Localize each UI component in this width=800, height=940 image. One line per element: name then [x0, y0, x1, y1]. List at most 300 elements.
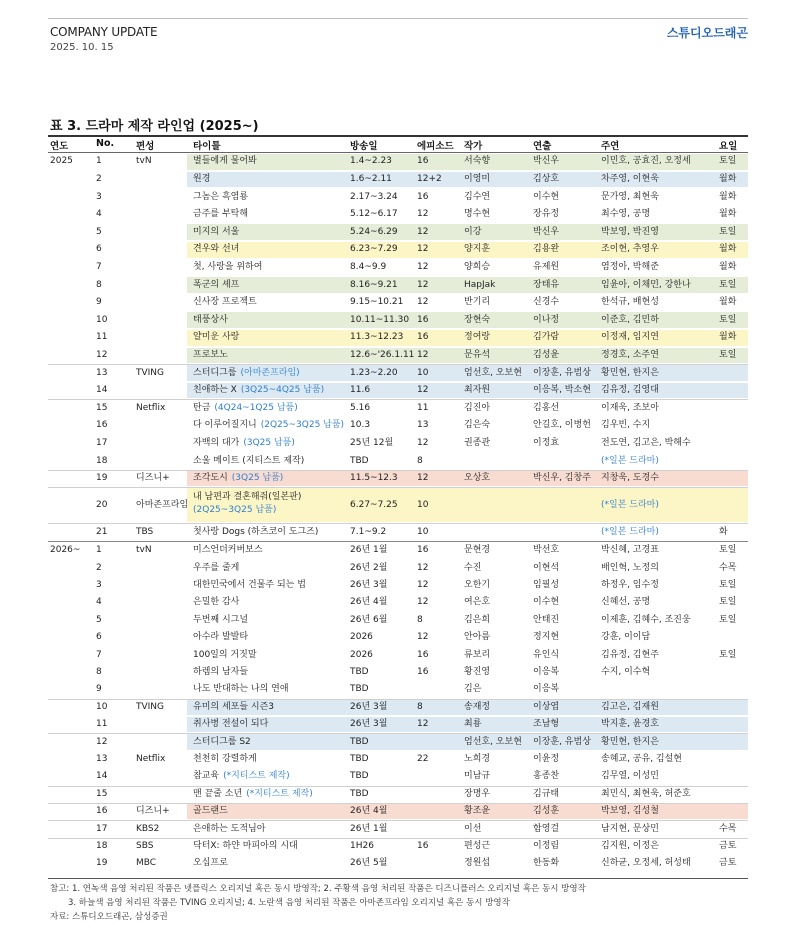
episodes-cell: 8 [417, 455, 423, 466]
no-cell: 13 [96, 754, 108, 764]
channel-cell: 아마존프라임 [136, 499, 189, 510]
no-cell: 11 [96, 719, 108, 730]
title-cell [193, 682, 289, 697]
title-text: 친애하는 X [193, 385, 237, 396]
episodes-cell: 12 [417, 226, 429, 237]
episodes-cell: 8 [417, 701, 423, 712]
title-cell [193, 769, 290, 784]
channel-cell: MBC [136, 858, 157, 869]
episodes-cell: 12 [417, 719, 429, 730]
writer-cell: 오상호 [464, 473, 491, 484]
writer-cell: 권종관 [464, 437, 491, 448]
cast-cell: 차주영, 이현욱 [601, 173, 659, 184]
no-cell: 18 [96, 455, 108, 466]
title-text: 내 남편과 결혼해줘(일본판) [193, 492, 302, 503]
title-cell [193, 578, 306, 593]
no-cell: 7 [96, 261, 102, 272]
writer-cell: 안아름 [464, 632, 491, 643]
day-cell: 월화 [719, 173, 737, 184]
date-cell: 26년 4월 [350, 806, 388, 817]
no-cell: 3 [96, 580, 102, 590]
title-cell [193, 822, 265, 837]
note-line-1: 참고: 1. 연녹색 음영 처리된 작품은 넷플릭스 오리지널 혹은 동시 방영작; 2. 주황색 음영 처리된 작품은 디즈니플러스 오리지널 혹은 동시 방영작 [50, 884, 586, 894]
writer-cell: 엄선호, 오보현 [464, 367, 522, 378]
writer-cell: 문현경 [464, 545, 491, 556]
cast-cell: 이제훈, 김혜수, 조진웅 [601, 614, 691, 625]
day-cell: 월화 [719, 191, 737, 202]
japan-drama-note: (*일본 드라마) [601, 499, 659, 510]
day-cell: 금토 [719, 841, 737, 851]
title-cell [193, 278, 239, 293]
director-cell: 유제원 [533, 261, 560, 272]
writer-cell: 이선 [464, 823, 482, 834]
year-separator [48, 541, 748, 542]
title-text: 프로보노 [193, 349, 228, 360]
title-cell [193, 418, 344, 433]
cast-cell: 신혜선, 공명 [601, 597, 651, 608]
writer-cell: 엄선호, 오보현 [464, 736, 522, 747]
channel-cell: Netflix [136, 754, 166, 764]
writer-cell: 정여랑 [464, 332, 491, 343]
cast-cell: 김우빈, 수지 [601, 420, 651, 431]
title-text: 참교육 [193, 771, 220, 782]
episodes-cell: 10 [417, 499, 429, 510]
title-text: 금주를 부탁해 [193, 209, 249, 220]
director-cell: 조남형 [533, 719, 560, 730]
episodes-cell: 10 [417, 367, 429, 378]
day-cell: 화 [719, 526, 728, 537]
director-cell: 이응복 [533, 684, 560, 695]
cast-cell: 문가영, 최현욱 [601, 191, 659, 202]
episodes-cell: 12 [417, 385, 429, 396]
episodes-cell: 22 [417, 754, 429, 764]
title-cell [193, 401, 298, 416]
no-cell: 5 [96, 614, 102, 625]
date-cell: 2026 [350, 632, 373, 643]
writer-cell: 문유석 [464, 349, 491, 360]
date-cell: 25년 12월 [350, 437, 394, 448]
title-cell [193, 330, 239, 345]
episodes-cell: 12 [417, 632, 429, 643]
episodes-cell: 12 [417, 279, 429, 290]
title-text: 100일의 거짓말 [193, 649, 257, 660]
date-cell: 26년 1월 [350, 545, 388, 556]
title-text: 두번째 시그널 [193, 614, 249, 625]
episodes-cell: 12 [417, 437, 429, 448]
writer-cell: 정원섭 [464, 858, 491, 869]
cast-cell: 박지훈, 윤경호 [601, 719, 659, 730]
title-cell [193, 839, 298, 854]
title-text: 첫, 사랑을 위하여 [193, 261, 263, 272]
title-cell [193, 172, 210, 187]
writer-cell: 송재정 [464, 701, 491, 712]
title-cell [193, 752, 257, 767]
group-divider [48, 487, 748, 488]
delivery-note: (3Q25 납품) [231, 473, 284, 484]
cast-cell: 남지현, 문상민 [601, 823, 659, 834]
title-text: 천천히 강렬하게 [193, 754, 257, 764]
no-cell: 19 [96, 858, 108, 869]
date-cell: 6.23~7.29 [350, 244, 398, 255]
title-cell [193, 613, 248, 628]
title-text: 원경 [193, 173, 211, 184]
episodes-cell: 12 [417, 209, 429, 220]
cast-cell: 강훈, 이이담 [601, 632, 651, 643]
cast-cell: 이민호, 공효진, 오정세 [601, 156, 691, 167]
day-cell: 월화 [719, 332, 737, 343]
date-cell: 1.4~2.23 [350, 156, 392, 167]
title-cell [193, 225, 239, 240]
director-cell: 박신우, 김창주 [533, 473, 591, 484]
no-cell: 3 [96, 191, 102, 202]
writer-cell: 수진 [464, 562, 482, 573]
date-cell: 1H26 [350, 841, 374, 851]
col-header-episodes: 에피소드 [417, 141, 454, 152]
day-cell: 월화 [719, 261, 737, 272]
director-cell: 한동화 [533, 858, 560, 869]
date-cell: 26년 3월 [350, 701, 388, 712]
note-line-2: 3. 하늘색 음영 처리된 작품은 TVING 오리지널; 4. 노란색 음영 처리된 작품은 아마존프라임 오리지널 혹은 동시 방영작 [68, 898, 510, 908]
episodes-cell: 12 [417, 597, 429, 608]
episodes-cell: 16 [417, 314, 429, 325]
date-cell: 7.1~9.2 [350, 526, 387, 537]
table-header-rule [48, 152, 748, 153]
title-text: 대한민국에서 건물주 되는 법 [193, 580, 306, 590]
title-cell [193, 295, 257, 310]
date-cell: 9.15~10.21 [350, 297, 404, 308]
cast-cell: 수지, 이수혁 [601, 667, 651, 677]
channel-cell: KBS2 [136, 823, 160, 834]
cast-cell: 하정우, 임수정 [601, 580, 659, 590]
cast-cell: 이정재, 임지연 [601, 332, 659, 343]
episodes-cell: 12 [417, 580, 429, 590]
cast-cell: 최수영, 공명 [601, 209, 651, 220]
director-cell: 김상호 [533, 173, 560, 184]
title-text: 취사병 전설이 되다 [193, 719, 269, 730]
writer-cell: 오한기 [464, 580, 491, 590]
channel-cell: 디즈니+ [136, 806, 170, 817]
director-cell: 이수현 [533, 597, 560, 608]
channel-cell: tvN [136, 545, 152, 556]
date-cell: 6.27~7.25 [350, 499, 398, 510]
director-cell: 박선호 [533, 545, 560, 556]
no-cell: 18 [96, 841, 108, 851]
episodes-cell: 13 [417, 420, 429, 431]
writer-cell: 황진영 [464, 667, 491, 677]
title-text: 자백의 대가 [193, 437, 240, 448]
director-cell: 김홍선 [533, 402, 560, 413]
company-update-label: COMPANY UPDATE [50, 25, 158, 39]
cast-cell: 최민식, 최현욱, 허준호 [601, 788, 691, 799]
director-cell: 이장훈, 유범상 [533, 367, 591, 378]
year-cell: 2025 [50, 156, 73, 167]
no-cell: 8 [96, 667, 102, 677]
title-cell [193, 543, 263, 558]
date-cell: 26년 2월 [350, 562, 388, 573]
title-text: 첫사랑 Dogs (하츠코이 도그즈) [193, 526, 319, 537]
title-cell [193, 383, 324, 398]
date-cell: 26년 6월 [350, 614, 388, 625]
cast-cell: 송혜교, 공유, 김설현 [601, 754, 682, 764]
director-cell: 신경수 [533, 297, 560, 308]
writer-cell: 김은 [464, 684, 482, 695]
title-cell [193, 313, 228, 328]
title-cell [193, 648, 257, 663]
delivery-note: (4Q24~1Q25 납품) [214, 402, 298, 413]
day-cell: 월화 [719, 209, 737, 220]
director-cell: 이나정 [533, 314, 560, 325]
col-header-year: 연도 [50, 141, 69, 152]
director-cell: 유인식 [533, 649, 560, 660]
no-cell: 17 [96, 437, 108, 448]
episodes-cell: 12 [417, 244, 429, 255]
no-cell: 13 [96, 367, 108, 378]
delivery-note: (*지티스트 제작) [223, 771, 290, 782]
cast-cell: 황민현, 한지은 [601, 736, 659, 747]
day-cell: 토일 [719, 580, 737, 590]
cast-cell: 박신혜, 고경표 [601, 545, 659, 556]
director-cell: 김성훈 [533, 806, 560, 817]
title-cell [193, 665, 248, 680]
director-cell: 이정림 [533, 841, 560, 851]
channel-cell: SBS [136, 841, 154, 851]
cast-cell: 임윤아, 이채민, 강한나 [601, 279, 691, 290]
director-cell: 이응복, 박소현 [533, 385, 591, 396]
date-cell: 5.12~6.17 [350, 209, 398, 220]
title-cell [193, 190, 248, 205]
title-text: 스터디그룹 S2 [193, 736, 251, 747]
no-cell: 4 [96, 209, 102, 220]
episodes-cell: 16 [417, 191, 429, 202]
director-cell: 장태유 [533, 279, 560, 290]
date-cell: 2026 [350, 649, 373, 660]
episodes-cell: 12 [417, 261, 429, 272]
title-cell [193, 454, 304, 469]
date-cell: 26년 1월 [350, 823, 388, 834]
delivery-note: (2Q25~3Q25 납품) [193, 505, 277, 516]
date-cell: 26년 4월 [350, 597, 388, 608]
director-cell: 박신우 [533, 156, 560, 167]
writer-cell: 최자원 [464, 385, 491, 396]
episodes-cell: 8 [417, 614, 423, 625]
date-cell: 5.16 [350, 402, 371, 413]
no-cell: 15 [96, 788, 108, 799]
no-cell: 10 [96, 701, 108, 712]
col-header-channel: 편성 [136, 141, 155, 152]
writer-cell: HapJak [464, 279, 496, 290]
table-title: 표 3. 드라마 제작 라인업 (2025~) [50, 119, 259, 134]
title-cell [193, 856, 228, 871]
no-cell: 8 [96, 279, 102, 290]
date-cell: TBD [350, 771, 369, 782]
date-cell: TBD [350, 736, 369, 747]
channel-cell: 디즈니+ [136, 473, 170, 484]
title-text: 미스언더커버보스 [193, 545, 263, 556]
day-cell: 토일 [719, 545, 737, 556]
title-cell [193, 366, 300, 381]
no-cell: 6 [96, 632, 102, 643]
no-cell: 14 [96, 771, 108, 782]
no-cell: 4 [96, 597, 102, 608]
writer-cell: 장명우 [464, 788, 491, 799]
title-text: 조각도시 [193, 473, 228, 484]
date-cell: 8.16~9.21 [350, 279, 398, 290]
no-cell: 1 [96, 156, 102, 167]
title-text: 얄미운 사랑 [193, 332, 240, 343]
director-cell: 김가람 [533, 332, 560, 343]
director-cell: 김규태 [533, 788, 560, 799]
day-cell: 토일 [719, 597, 737, 608]
writer-cell: 편성근 [464, 841, 491, 851]
delivery-note: (아마존프라임) [240, 367, 300, 378]
day-cell: 토일 [719, 279, 737, 290]
director-cell: 이정효 [533, 437, 560, 448]
col-header-date: 방송일 [350, 141, 378, 152]
no-cell: 17 [96, 823, 108, 834]
title-text: 그놈은 흑염룡 [193, 191, 249, 202]
cast-cell: 김고은, 김재원 [601, 701, 659, 712]
source-note: 자료: 스튜디오드래곤, 삼성증권 [50, 912, 168, 922]
title-text: 다 이루어질지니 [193, 420, 257, 431]
director-cell: 안태진 [533, 614, 560, 625]
writer-cell: 류보리 [464, 649, 491, 660]
episodes-cell: 12 [417, 297, 429, 308]
director-cell: 이상엽 [533, 701, 560, 712]
no-cell: 6 [96, 244, 102, 255]
no-cell: 15 [96, 402, 108, 413]
title-cell [193, 700, 274, 715]
title-cell [193, 491, 301, 517]
director-cell: 임필성 [533, 580, 560, 590]
title-text: 폭군의 셰프 [193, 279, 240, 290]
title-text: 소울 메이트 (지티스트 제작) [193, 455, 305, 466]
no-cell: 2 [96, 173, 102, 184]
no-cell: 10 [96, 314, 108, 325]
col-header-day: 요일 [719, 141, 738, 152]
day-cell: 금토 [719, 858, 737, 869]
title-text: 나도 반대하는 나의 연애 [193, 684, 289, 695]
no-cell: 11 [96, 332, 108, 343]
no-cell: 21 [96, 526, 108, 537]
channel-cell: TVING [136, 701, 165, 712]
day-cell: 월화 [719, 297, 737, 308]
cast-cell: 지창욱, 도경수 [601, 473, 659, 484]
cast-cell: 이재욱, 조보아 [601, 402, 659, 413]
cast-cell: 정경호, 소주연 [601, 349, 659, 360]
title-text: 골드랜드 [193, 806, 228, 817]
title-cell [193, 348, 228, 363]
date-cell: TBD [350, 684, 369, 695]
header-rule [48, 18, 748, 19]
director-cell: 이응복 [533, 667, 560, 677]
cast-cell: 박보영, 김성철 [601, 806, 659, 817]
day-cell: 토일 [719, 156, 737, 167]
director-cell: 이장훈, 유범상 [533, 736, 591, 747]
col-header-no: No. [96, 138, 115, 149]
day-cell: 토일 [719, 226, 737, 237]
title-text: 은애하는 도적님아 [193, 823, 266, 834]
writer-cell: 반기리 [464, 297, 491, 308]
writer-cell: 최룡 [464, 719, 482, 730]
day-cell: 토일 [719, 349, 737, 360]
director-cell: 홍종찬 [533, 771, 560, 782]
date-cell: 26년 3월 [350, 719, 388, 730]
no-cell: 9 [96, 297, 102, 308]
title-text: 견우와 선녀 [193, 244, 240, 255]
writer-cell: 서숙향 [464, 156, 491, 167]
cast-cell: 박보영, 박진영 [601, 226, 659, 237]
no-cell: 12 [96, 349, 108, 360]
no-cell: 7 [96, 649, 102, 660]
cast-cell: 김유정, 김영대 [601, 385, 659, 396]
cast-cell: 한석규, 배현성 [601, 297, 659, 308]
cast-cell: 이준호, 김민하 [601, 314, 659, 325]
episodes-cell: 12 [417, 562, 429, 573]
director-cell: 김용완 [533, 244, 560, 255]
channel-cell: TVING [136, 367, 165, 378]
date-cell: 10.3 [350, 420, 371, 431]
cast-cell: 황민현, 한지은 [601, 367, 659, 378]
writer-cell: 장현숙 [464, 314, 491, 325]
no-cell: 20 [96, 499, 108, 510]
episodes-cell: 12 [417, 349, 429, 360]
director-cell: 이윤정 [533, 754, 560, 764]
date-cell: TBD [350, 788, 369, 799]
year-cell: 2026~ [50, 545, 81, 556]
no-cell: 12 [96, 736, 108, 747]
japan-drama-note: (*일본 드라마) [601, 455, 659, 466]
date-cell: 11.6 [350, 385, 371, 396]
date-cell: TBD [350, 667, 369, 677]
cast-cell: 조이현, 추영우 [601, 244, 659, 255]
table-top-rule [48, 135, 748, 137]
delivery-note: (*지티스트 제작) [246, 788, 313, 799]
writer-cell: 김은희 [464, 614, 491, 625]
day-cell: 수목 [719, 823, 737, 834]
writer-cell: 양지훈 [464, 244, 491, 255]
date-cell: 12.6~'26.1.11 [350, 349, 415, 360]
episodes-cell: 12 [417, 473, 429, 484]
no-cell: 16 [96, 420, 108, 431]
japan-drama-note: (*일본 드라마) [601, 526, 659, 537]
director-cell: 이수현 [533, 191, 560, 202]
no-cell: 16 [96, 806, 108, 817]
col-header-writer: 작가 [464, 141, 483, 152]
title-text: 미지의 서울 [193, 226, 240, 237]
director-cell: 이현석 [533, 562, 560, 573]
title-text: 닥터X: 하얀 마피아의 시대 [193, 841, 298, 851]
day-cell: 토일 [719, 614, 737, 625]
title-cell [193, 436, 295, 451]
cast-cell: 김지원, 이정은 [601, 841, 659, 851]
title-text: 유미의 세포들 시즌3 [193, 701, 275, 712]
title-cell [193, 787, 313, 802]
no-cell: 19 [96, 473, 108, 484]
title-cell [193, 595, 239, 610]
report-date: 2025. 10. 15 [50, 42, 114, 53]
cast-cell: 신하균, 오정세, 허성태 [601, 858, 691, 869]
day-cell: 월화 [719, 244, 737, 255]
episodes-cell: 16 [417, 649, 429, 660]
director-cell: 박신우 [533, 226, 560, 237]
col-header-cast: 주연 [601, 141, 620, 152]
director-cell: 함영걸 [533, 823, 560, 834]
writer-cell: 김진아 [464, 402, 491, 413]
director-cell: 안길호, 이병헌 [533, 420, 591, 431]
episodes-cell: 10 [417, 526, 429, 537]
date-cell: 11.5~12.3 [350, 473, 398, 484]
director-cell: 정지현 [533, 632, 560, 643]
